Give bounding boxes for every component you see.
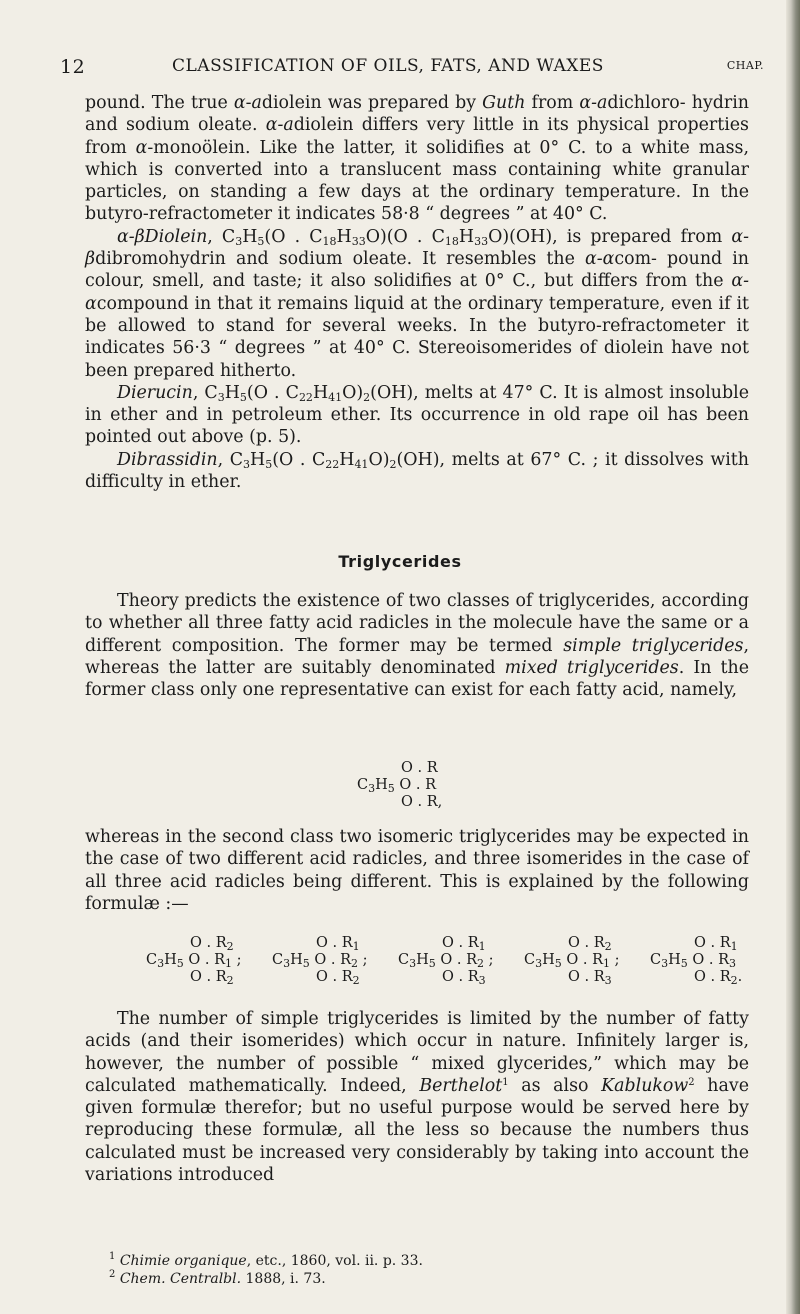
formula-isomer-3: O . $R_1$ $C_3H_5$ O . $R_2$ ; O . $R_3$ bbox=[398, 935, 494, 987]
page-number: 12 bbox=[60, 56, 86, 78]
paragraph-mixed-glycerides: The number of simple triglycerides is limited by the number of fatty acids (and their isomerides) which occur in nature. Infinitely larger is, however, the number of possible “ mixed glycerides,” which may be calculated mathematically. Indeed, Berthelot$^1$ as also Kablukow$^2$ have given formulæ therefor; but no useful purpose would be served here by reproducing these formulæ, all the less so because the numbers thus calculated must be increased very considerably by taking into account the variations introduced bbox=[85, 1009, 749, 1186]
paragraph-ab-diolein: α-βDiolein, $C_3H_5(O$ . $C_{18}H_{33}O)(O$ . $C_{18}H_{33}O)(OH)$, is prepared from α-βdibromohydrin and sodium oleate. It resembles the α-αcom- pound in colour, smell, and taste; it also solidifies at 0° C., but differs from the α-αcompound in that it remains liquid at the ordinary temperature, even if it be allowed to stand for several weeks. In the butyro-refractometer it indicates 56·3 “ degrees ” at 40° C. Stereoisomerides of diolein have not been prepared hitherto. bbox=[85, 226, 749, 381]
section-heading: Triglycerides bbox=[338, 552, 462, 571]
body-text-upper bbox=[85, 92, 749, 493]
formula-isomer-5: O . $R_1$ $C_3H_5$ O . $R_3$ O . $R_2$. bbox=[650, 935, 743, 987]
paragraph-theory: Theory predicts the existence of two classes of triglycerides, according to whether all three fatty acid radicles in the molecule have the same or a different composition. The former may be termed simple triglycerides, whereas the latter are suitably denominated mixed triglycerides. In the former class only one representative can exist for each fatty acid, namely, bbox=[85, 591, 749, 701]
formula-isomer-4: O . $R_2$ $C_3H_5$ O . $R_1$ ; O . $R_3$ bbox=[524, 935, 620, 987]
footnote-2: $^2$ Chem. Centralbl. 1888, i. 73. bbox=[109, 1269, 326, 1287]
footnote-1: $^1$ Chimie organique, etc., 1860, vol. ii. p. 33. bbox=[109, 1251, 423, 1269]
formula-isomer-2: O . $R_1$ $C_3H_5$ O . $R_2$ ; O . $R_2$ bbox=[272, 935, 368, 987]
paragraph-adiolein: pound. The true α-adiolein was prepared by Guth from α-adichloro- hydrin and sodium oleate. α-adiolein differs very little in its physical properties from α-monoölein. Like the latter, it solidifies at 0° C. to a white mass, which is converted into a translucent mass containing white granular particles, on standing a few days at the ordinary temperature. In the butyro-refractometer it indicates 58·8 “ degrees ” at 40° C. bbox=[85, 93, 749, 225]
formula-row: O . R, bbox=[401, 794, 443, 810]
body-text-triglycerides bbox=[85, 590, 749, 701]
page-edge-shadow bbox=[786, 0, 800, 1314]
running-header bbox=[60, 56, 764, 84]
body-text-isomers bbox=[85, 826, 749, 915]
paragraph-isomers: whereas in the second class two isomeric triglycerides may be expected in the case of two different acid radicles, and three isomerides in the case of all three acid radicles being different. This is explained by the following formulæ :— bbox=[85, 827, 749, 914]
paragraph-dibrassidin: Dibrassidin, $C_3H_5(O$ . $C_{22}H_{41}O)_2(OH)$, melts at 67° C. ; it dissolves with difficulty in ether. bbox=[85, 449, 749, 493]
body-text-mixed bbox=[85, 1008, 749, 1186]
simple-triglyceride-formula bbox=[357, 760, 442, 811]
formula-row: $C_3H_5$ O . R bbox=[357, 777, 437, 795]
paragraph-dierucin: Dierucin, $C_3H_5(O$ . $C_{22}H_{41}O)_2(OH)$, melts at 47° C. It is almost insoluble in ether and in petroleum ether. Its occurrence in old rape oil has been pointed out above (p. 5). bbox=[85, 382, 749, 448]
formula-isomer-1: O . $R_2$ $C_3H_5$ O . $R_1$ ; O . $R_2$ bbox=[146, 935, 242, 987]
running-title: CLASSIFICATION OF OILS, FATS, AND WAXES bbox=[172, 56, 604, 76]
footnotes bbox=[85, 1252, 749, 1288]
chapter-label: CHAP. bbox=[726, 59, 764, 72]
formula-row: O . R bbox=[401, 760, 438, 776]
